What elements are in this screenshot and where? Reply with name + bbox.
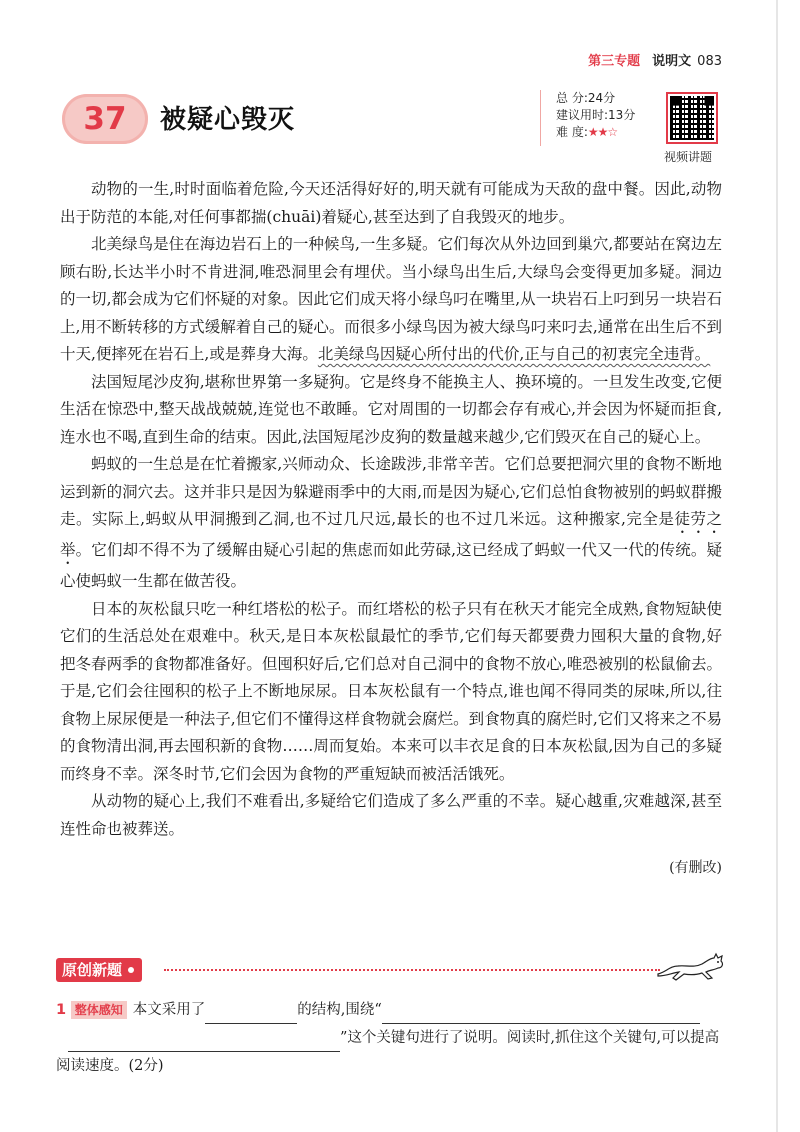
paragraph-2-text: 北美绿鸟是住在海边岩石上的一种候鸟,一生多疑。它们每次从外边回到巢穴,都要站在窝边左顾右盼,长达半小时不肯进洞,唯恐洞里会有埋伏。当小绿鸟出生后,大绿鸟会变得更加多疑。洞边的一切,都会成为它们怀疑的对象。因此它们成天将小绿鸟叼在嘴里,从一块岩石上叼到另一块岩石上,用不断转移的方式缓解着自己的疑心。而很多小绿鸟因为被大绿鸟叼来叼去,通常在出生后不到十天,便摔死在岩石上,或是葬身大海。 [60, 235, 722, 363]
video-caption: 视频讲题 [664, 150, 713, 164]
difficulty-stars: ★★☆ [587, 125, 618, 139]
question-tag: 整体感知 [71, 1001, 127, 1019]
lesson-number: 37 [83, 101, 127, 137]
answer-blank-key-sentence-part2[interactable] [68, 1033, 340, 1052]
genre-label: 说明文 [652, 54, 692, 69]
qr-code-icon[interactable] [666, 92, 718, 144]
info-bracket [540, 90, 545, 146]
section-dot-icon [128, 967, 134, 973]
source-note: (有删改) [669, 860, 722, 876]
paragraph-5: 日本的灰松鼠只吃一种红塔松的松子。而红塔松的松子只有在秋天才能完全成熟,食物短缺使它们的生活总处在艰难中。秋天,是日本灰松鼠最忙的季节,它们每天都要费力囤积大量的食物,好把冬春两季的食物都准备好。但囤积好后,它们总对自己洞中的食物不放心,唯恐被别的松鼠偷去。于是,它们会往囤积的松子上不断地尿尿。日本灰松鼠有一个特点,谁也闻不得同类的尿味,所以,往食物上尿尿便是一种法子,但它们不懂得这样食物就会腐烂。到食物真的腐烂时,它们又将来之不易的食物清出洞,再去囤积新的食物……周而复始。本来可以丰衣足食的日本灰松鼠,因为自己的多疑而终身不幸。深冬时节,它们会因为食物的严重短缺而被活活饿死。 [60, 599, 722, 783]
difficulty-label: 难 度: [556, 125, 588, 139]
suggested-time-value: 13分 [608, 108, 636, 122]
running-head [588, 50, 722, 69]
paragraph-4-text-b: 。它们却不得不为了缓解由疑心引起的焦虑而如此劳碌,这已经成了蚂蚁一代又一代的传统。疑心使蚂蚁一生都在做苦役。 [60, 541, 722, 590]
topic-label: 第三专题 [588, 54, 641, 69]
question-1 [56, 996, 726, 1080]
paragraph-2 [60, 231, 722, 369]
section-tag [56, 958, 142, 982]
section-label: 原创新题 [62, 961, 123, 979]
lesson-number-badge [62, 94, 148, 144]
section-header [56, 958, 142, 982]
total-score-value: 24分 [587, 91, 616, 105]
paragraph-4 [60, 451, 722, 596]
question-text-b: 的结构,围绕“ [297, 1002, 382, 1018]
page-number: 083 [697, 54, 722, 69]
total-score-label: 总 分: [556, 91, 588, 105]
paragraph-6: 从动物的疑心上,我们不难看出,多疑给它们造成了多么严重的不幸。疑心越重,灾难越深,甚至连性命也被葬送。 [60, 792, 722, 838]
qr-pattern [670, 96, 714, 140]
answer-blank-key-sentence-part1[interactable] [382, 1005, 700, 1024]
question-text-c: ”这个关键句进行了说明。阅读时,抓住这个关键句,可以提高阅读速度。(2分) [56, 1030, 720, 1074]
paragraph-4-text-a: 蚂蚁的一生总是在忙着搬家,兴师动众、长途跋涉,非常辛苦。它们总要把洞穴里的食物不断地运到新的洞穴去。这并非只是因为躲避雨季中的大雨,而是因为疑心,它们总怕食物被别的蚂蚁群搬走。实际上,蚂蚁从甲洞搬到乙洞,也不过几尺远,最长的也不过几米远。这种搬家,完全是 [60, 455, 722, 528]
article-body [60, 176, 722, 883]
running-cat-icon [656, 948, 728, 984]
dotted-emphasis-phrase: 徒劳之举 [60, 510, 722, 559]
question-text-a: 本文采用了 [132, 1002, 206, 1018]
suggested-time-label: 建议用时: [556, 108, 609, 122]
total-score-row [556, 90, 635, 107]
difficulty-row [556, 124, 635, 141]
info-box [556, 90, 635, 141]
answer-blank-structure[interactable] [205, 1005, 297, 1024]
paragraph-3: 法国短尾沙皮狗,堪称世界第一多疑狗。它是终身不能换主人、换环境的。一旦发生改变,它便生活在惊恐中,整天战战兢兢,连觉也不敢睡。它对周围的一切都会存有戒心,并会因为怀疑而拒食,连水也不喝,直到生命的结束。因此,法国短尾沙皮狗的数量越来越少,它们毁灭在自己的疑心上。 [60, 372, 722, 446]
section-dotted-line [164, 969, 660, 971]
page-title: 被疑心毁灭 [160, 105, 296, 135]
wavy-underlined-sentence: 北美绿鸟因疑心所付出的代价,正与自己的初衷完全违背。 [317, 345, 711, 363]
page-edge [776, 0, 778, 1132]
suggested-time-row [556, 107, 635, 124]
question-number: 1 [56, 1002, 67, 1018]
paragraph-1: 动物的一生,时时面临着危险,今天还活得好好的,明天就有可能成为天敌的盘中餐。因此,动物出于防范的本能,对任何事都揣(chuāi)着疑心,甚至达到了自我毁灭的地步。 [60, 180, 722, 226]
